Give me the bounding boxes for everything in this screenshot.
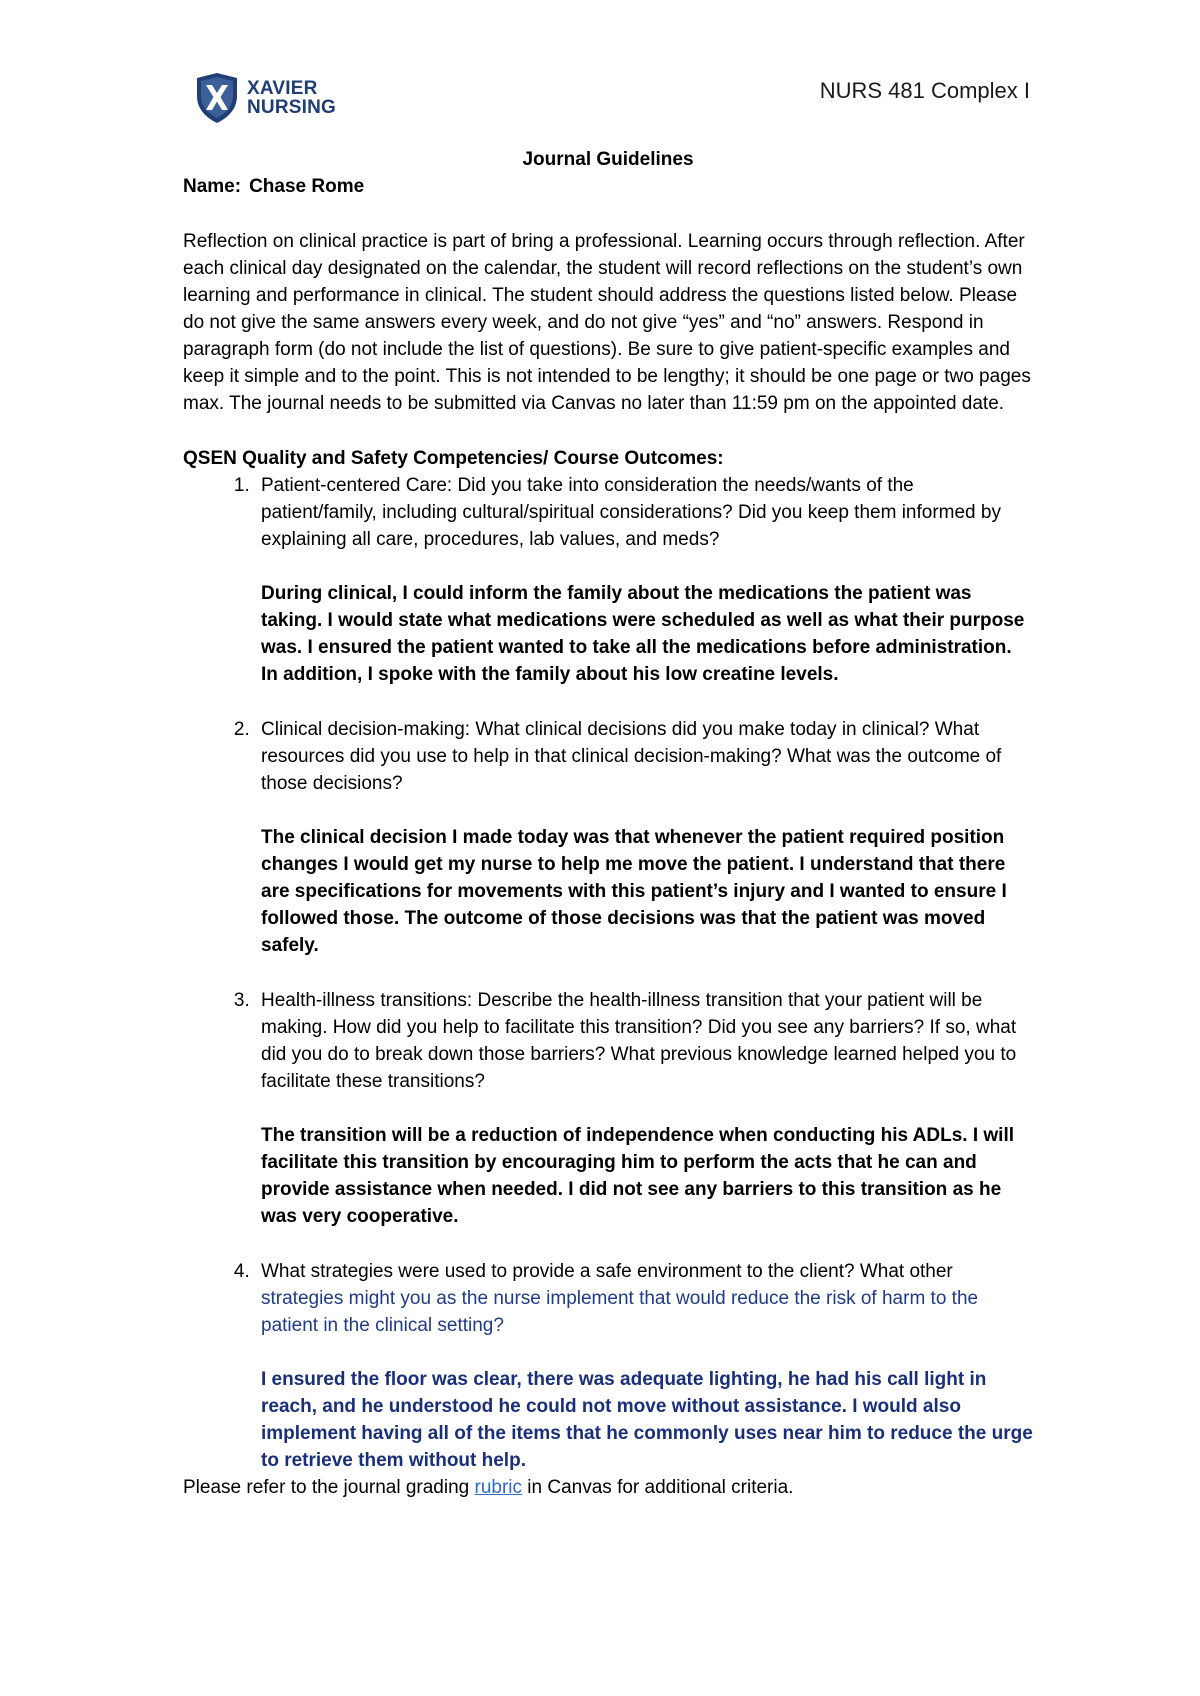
student-name-line (183, 173, 1033, 200)
question-text: 3. Health-illness transitions: Describe the health-illness transition that your patient will be making. How did you help to facilitate this transition? Did you see any barriers? If so, what did you do to break down those barriers? What previous knowledge learned helped you to facilitate these transitions? (261, 990, 1017, 1092)
list-item (255, 987, 1033, 1230)
course-code: NURS 481 Complex I (819, 78, 1030, 103)
name-label: Name: (183, 176, 242, 197)
question-text (261, 1258, 1033, 1339)
question-text: 1. Patient-centered Care: Did you take into consideration the needs/wants of the patient/family, including cultural/spiritual considerations? Did you keep them informed by explaining all care, procedures, lab values, and meds? (261, 475, 1001, 550)
name-value: Chase Rome (249, 176, 365, 197)
list-item (255, 716, 1033, 959)
footer-text-after: in Canvas for additional criteria. (522, 1477, 794, 1498)
page-title: Journal Guidelines (522, 149, 694, 170)
answer-text: I ensured the floor was clear, there was adequate lighting, he had his call light in reach, and he understood he could not move without assistance. I would also implement having all of the items that he commonly uses near him to reduce the urge to retrieve them without help. (261, 1369, 1033, 1471)
question-text: 2. Clinical decision-making: What clinical decisions did you make today in clinical? What resources did you use to help in that clinical decision-making? What was the outcome of those decisions? (261, 719, 1002, 794)
question-text-part-1: What strategies were used to provide a safe environment to the client? What other (261, 1261, 953, 1282)
question-text-part-2: strategies might you as the nurse implement that would reduce the risk of harm to the patient in the clinical setting? (261, 1288, 979, 1336)
xavier-nursing-logo (193, 72, 336, 124)
section-heading: QSEN Quality and Safety Competencies/ Course Outcomes: (183, 448, 724, 469)
document-body (183, 146, 1033, 1501)
answer-text: The clinical decision I made today was that whenever the patient required position changes I would get my nurse to help me move the patient. I understand that there are specifications for movements with this patient’s injury and I wanted to ensure I followed those. The outcome of those decisions was that the patient was moved safely. (261, 827, 1007, 956)
question-list (183, 472, 1033, 1474)
list-item (255, 472, 1033, 688)
footer-note (183, 1474, 1033, 1501)
logo-wordmark (247, 79, 336, 117)
answer-text: During clinical, I could inform the family about the medications the patient was taking. I would state what medications were scheduled as well as what their purpose was. I ensured the patient wanted to take all the medications before administration. In addition, I spoke with the family about his low creatine levels. (261, 583, 1025, 685)
list-item (255, 1258, 1033, 1474)
rubric-link[interactable]: rubric (474, 1477, 523, 1498)
intro-paragraph: Reflection on clinical practice is part of bring a professional. Learning occurs through reflection. After each clinical day designated on the calendar, the student will record reflections on the student’s own learning and performance in clinical. The student should address the questions listed below. Please do not give the same answers every week, and do not give “yes” and “no” answers. Respond in paragraph form (do not include the list of questions). Be sure to give patient-specific examples and keep it simple and to the point. This is not intended to be lengthy; it should be one page or two pages max. The journal needs to be submitted via Canvas no later than 11:59 pm on the appointed date. (183, 231, 1031, 414)
footer-text-before: Please refer to the journal grading (183, 1477, 475, 1498)
logo-line-2: NURSING (247, 97, 337, 118)
logo-line-1: XAVIER (247, 78, 318, 99)
answer-text: The transition will be a reduction of independence when conducting his ADLs. I will facilitate this transition by encouraging him to perform the acts that he can and provide assistance when needed. I did not see any barriers to this transition as he was very cooperative. (261, 1125, 1015, 1227)
xavier-shield-icon (193, 72, 241, 124)
